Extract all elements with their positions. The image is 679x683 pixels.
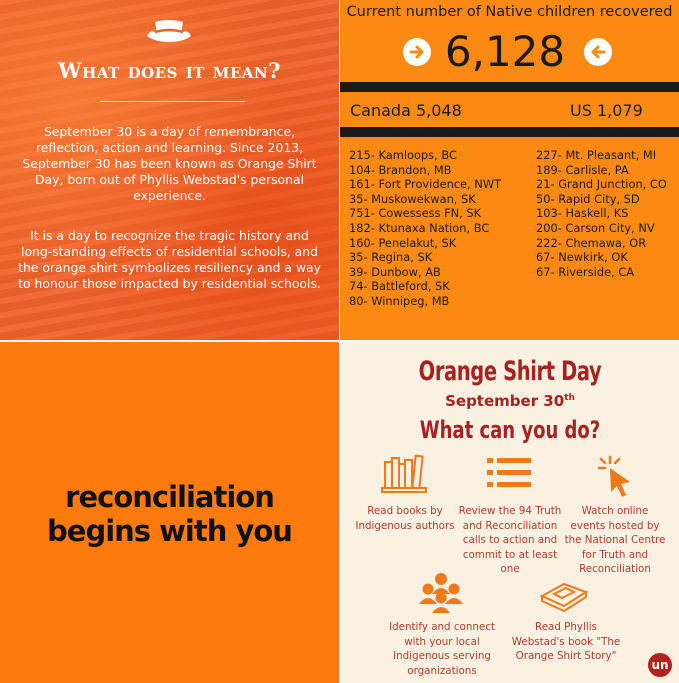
books-icon	[381, 454, 427, 494]
site-list-item: 35- Regina, SK	[349, 250, 433, 265]
site-list-item: 222- Chemawa, OR	[536, 235, 647, 250]
arrow-right-icon	[403, 38, 431, 66]
children-count-panel	[340, 0, 679, 340]
site-list-item: 161- Fort Providence, NWT	[349, 177, 502, 192]
site-list-item: 160- Penelakut, SK	[349, 235, 457, 250]
orange-shirt-hat-icon	[143, 16, 195, 46]
action-read-orange-shirt-story: Read Phyllis Webstad's book "The Orange Shirt Story"	[511, 621, 621, 663]
title-divider	[100, 101, 245, 102]
slogan-line-1: reconciliation	[65, 480, 274, 514]
divider-band	[340, 82, 679, 92]
site-list-item: 67- Newkirk, OK	[536, 250, 628, 265]
brand-logo: un	[648, 653, 672, 677]
slogan	[0, 480, 339, 548]
count-heading: Current number of Native children recovered	[346, 4, 673, 20]
site-list-item: 21- Grand Junction, CO	[536, 177, 667, 192]
site-list-item: 80- Winnipeg, MB	[349, 293, 450, 308]
cursor-click-icon	[596, 454, 636, 500]
site-list-item: 104- Brandon, MB	[349, 162, 452, 177]
site-list-item: 103- Haskell, KS	[536, 206, 629, 221]
site-list-item: 227- Mt. Pleasant, MI	[536, 148, 657, 162]
canada-total: Canada 5,048	[350, 101, 462, 120]
book-icon	[539, 578, 589, 612]
site-list-item: 200- Carson City, NV	[536, 220, 655, 235]
site-list-item: 189- Carlisle, PA	[536, 162, 629, 177]
date-main: September 30	[445, 392, 565, 410]
people-group-icon	[417, 572, 465, 614]
actions-date	[341, 392, 679, 410]
divider-band	[340, 127, 679, 137]
action-review-calls: Review the 94 Truth and Reconciliation calls to action and commit to at least one	[458, 505, 562, 576]
action-connect-organizations: Identify and connect with your local Indigenous serving organizations	[389, 621, 495, 677]
meaning-panel	[0, 0, 339, 340]
us-total: US 1,079	[570, 101, 643, 120]
site-list-item: 751- Cowessess FN, SK	[349, 206, 482, 221]
slogan-line-2: begins with you	[47, 514, 292, 548]
meaning-paragraph-1: September 30 is a day of remembrance, reflection, action and learning. Since 2013, September 30 has been known as Orange Shirt Day, born out of Phyllis Webstad's personal experience.	[22, 124, 317, 203]
actions-subtitle: What can you do?	[419, 416, 601, 444]
recovered-count: 6,128	[444, 27, 566, 76]
actions-panel	[341, 342, 679, 683]
site-list-item: 50- Rapid City, SD	[536, 191, 640, 206]
site-list-item: 215- Kamloops, BC	[349, 148, 457, 162]
count-row	[340, 28, 679, 78]
slogan-panel	[0, 342, 339, 683]
action-watch-events: Watch online events hosted by the National Centre for Truth and Reconciliation	[564, 505, 666, 576]
site-list-item: 74- Battleford, SK	[349, 279, 450, 294]
site-list-item: 39- Dunbow, AB	[349, 264, 441, 279]
list-icon	[487, 456, 531, 490]
meaning-title: What does it mean?	[58, 58, 281, 83]
canada-sites-list	[349, 148, 501, 309]
meaning-paragraph-2: It is a day to recognize the tragic history and long-standing effects of residential schools, and the orange shirt symbolizes resiliency and a way to honour those impacted by residential schools.	[18, 228, 321, 291]
site-list-item: 67- Riverside, CA	[536, 264, 635, 279]
actions-title: Orange Shirt Day	[418, 356, 602, 387]
action-read-books: Read books by Indigenous authors	[355, 505, 455, 532]
date-suffix: th	[564, 393, 575, 403]
site-list-item: 35- Muskowekwan, SK	[349, 191, 476, 206]
us-sites-list	[536, 148, 667, 279]
arrow-left-icon	[584, 38, 612, 66]
site-list-item: 182- Ktunaxa Nation, BC	[349, 220, 490, 235]
